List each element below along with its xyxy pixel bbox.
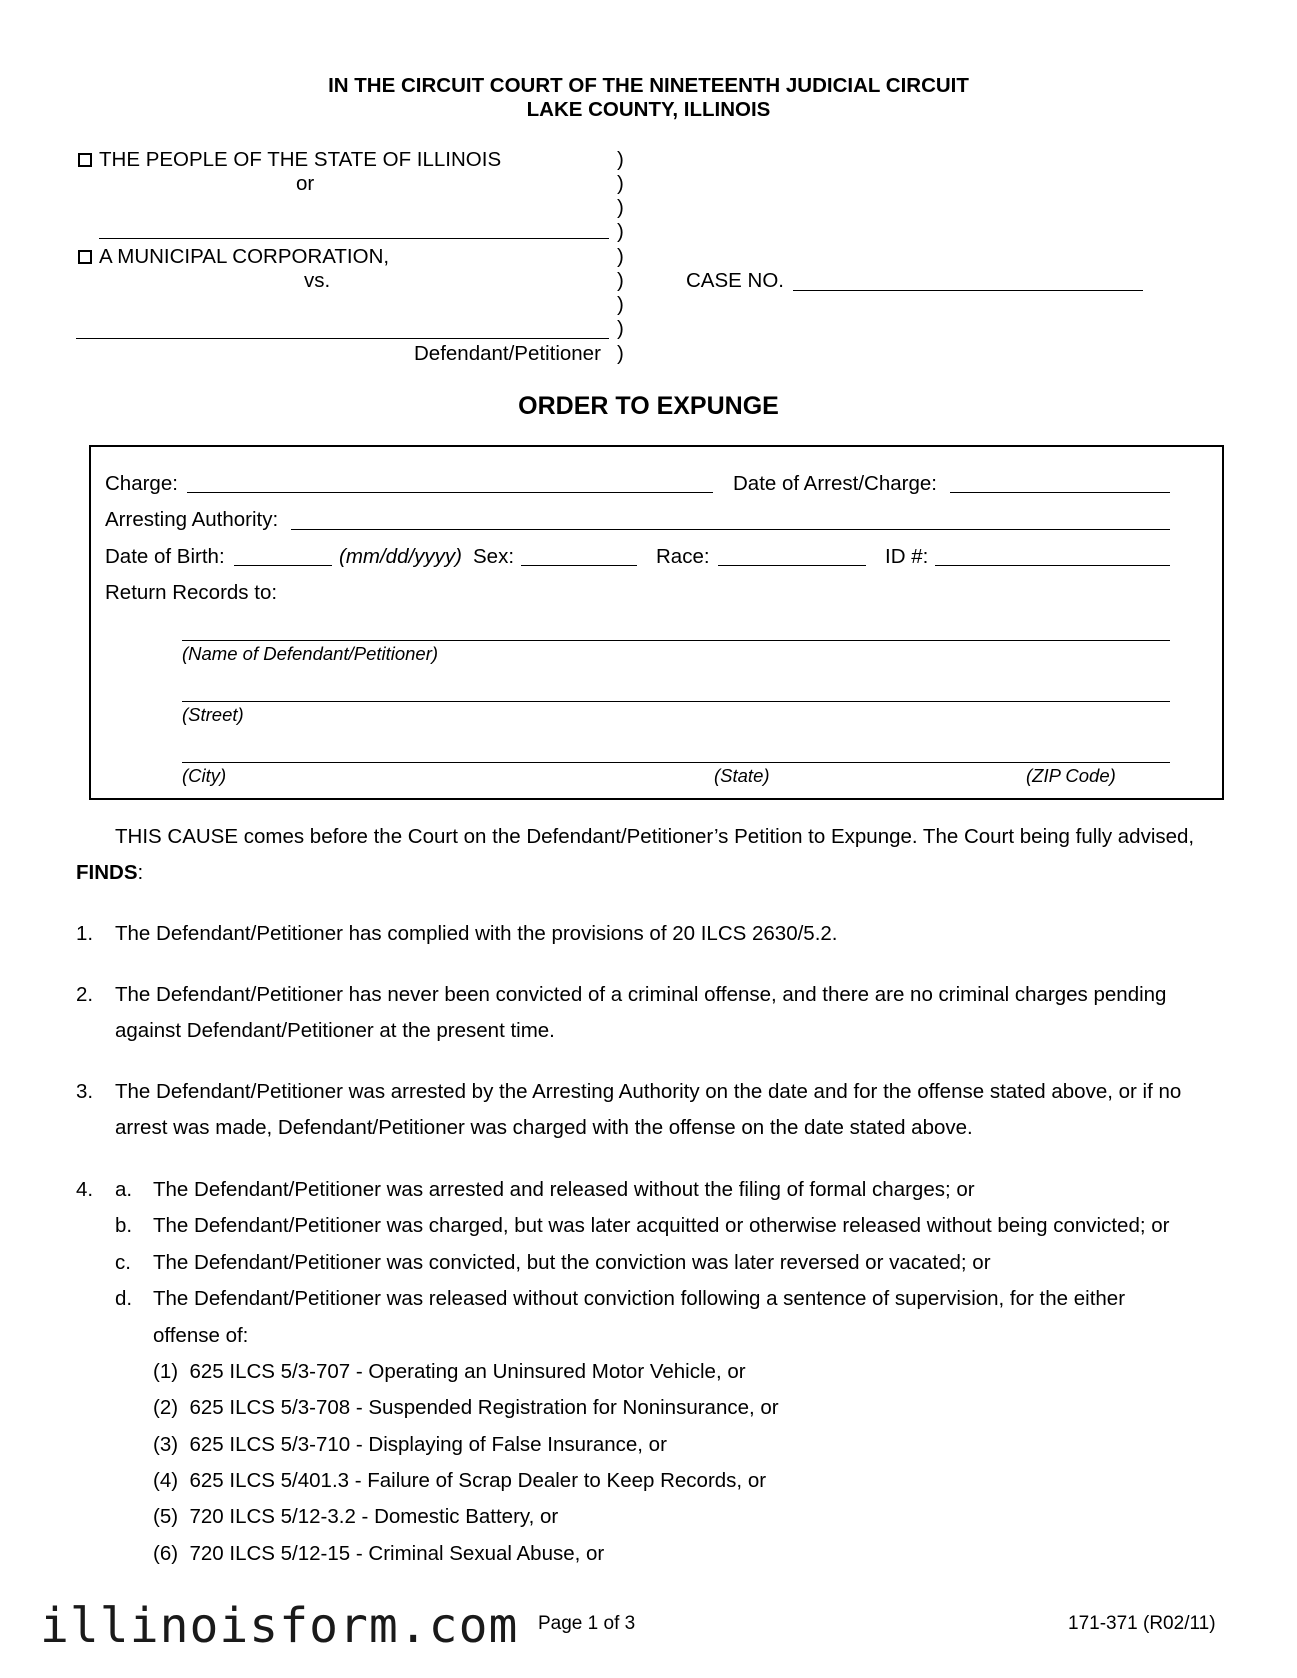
sub-item-text: The Defendant/Petitioner was released without conviction following a sentence of supervision, for the either bbox=[153, 1287, 1126, 1310]
caption-paren: ) bbox=[617, 342, 624, 365]
offense-text: 625 ILCS 5/3-710 - Displaying of False Insurance, or bbox=[189, 1433, 667, 1456]
offense-item bbox=[153, 1542, 604, 1566]
court-name: IN THE CIRCUIT COURT OF THE NINETEENTH JUDICIAL CIRCUIT bbox=[328, 74, 969, 97]
offense-number: (4) bbox=[153, 1469, 179, 1492]
caption-paren: ) bbox=[617, 293, 624, 316]
return-records-label: Return Records to: bbox=[105, 581, 278, 604]
item-text: The Defendant/Petitioner has complied with the provisions of 20 ILCS 2630/5.2. bbox=[115, 922, 838, 945]
name-caption: (Name of Defendant/Petitioner) bbox=[182, 643, 439, 664]
case-no-label: CASE NO. bbox=[686, 269, 784, 292]
caption-paren: ) bbox=[617, 269, 624, 292]
form-number: 171-371 (R02/11) bbox=[1068, 1613, 1216, 1634]
sub-item-text: The Defendant/Petitioner was arrested and released without the filing of formal charges; or bbox=[153, 1178, 975, 1201]
caption-paren: ) bbox=[617, 220, 624, 243]
finds-heading bbox=[76, 861, 143, 885]
sub-item-letter: d. bbox=[115, 1287, 133, 1310]
offense-text: 625 ILCS 5/3-708 - Suspended Registration for Noninsurance, or bbox=[189, 1396, 779, 1419]
offense-text: 625 ILCS 5/3-707 - Operating an Uninsured Motor Vehicle, or bbox=[189, 1360, 746, 1383]
race-line[interactable] bbox=[718, 565, 866, 566]
city-state-zip-line[interactable] bbox=[182, 762, 1170, 763]
page-title: ORDER TO EXPUNGE bbox=[518, 392, 779, 420]
plaintiff-name-line[interactable] bbox=[99, 238, 609, 239]
sub-item-letter: b. bbox=[115, 1214, 133, 1237]
item-text: arrest was made, Defendant/Petitioner was charged with the offense on the date stated above. bbox=[115, 1116, 973, 1139]
state-caption: (State) bbox=[714, 765, 770, 786]
finds-word: FINDS bbox=[76, 861, 138, 884]
id-line[interactable] bbox=[935, 565, 1170, 566]
sub-item-text: The Defendant/Petitioner was convicted, but the conviction was later reversed or vacated; or bbox=[153, 1251, 991, 1274]
sex-label: Sex: bbox=[473, 545, 515, 568]
caption-paren: ) bbox=[617, 196, 624, 219]
caption-paren: ) bbox=[617, 148, 624, 171]
dob-label: Date of Birth: bbox=[105, 545, 225, 568]
case-no-line[interactable] bbox=[793, 290, 1143, 291]
offense-number: (1) bbox=[153, 1360, 179, 1383]
offense-item bbox=[153, 1469, 766, 1493]
charge-line[interactable] bbox=[187, 492, 713, 493]
id-label: ID #: bbox=[885, 545, 929, 568]
item-text: The Defendant/Petitioner has never been convicted of a criminal offense, and there are no criminal charges pending bbox=[115, 983, 1167, 1006]
page-number: Page 1 of 3 bbox=[538, 1613, 636, 1634]
caption-paren: ) bbox=[617, 172, 624, 195]
offense-item bbox=[153, 1433, 667, 1457]
offense-text: 720 ILCS 5/12-15 - Criminal Sexual Abuse, or bbox=[189, 1542, 605, 1565]
checkbox-icon[interactable] bbox=[78, 250, 92, 264]
date-of-arrest-label: Date of Arrest/Charge: bbox=[733, 472, 937, 495]
caption-paren: ) bbox=[617, 317, 624, 340]
sex-line[interactable] bbox=[521, 565, 637, 566]
sub-item-letter: a. bbox=[115, 1178, 133, 1201]
watermark-logo: illinoisform.com bbox=[40, 1598, 519, 1654]
name-line[interactable] bbox=[182, 640, 1170, 641]
item-number: 4. bbox=[76, 1178, 94, 1201]
arresting-authority-label: Arresting Authority: bbox=[105, 508, 279, 531]
item-text: against Defendant/Petitioner at the present time. bbox=[115, 1019, 555, 1042]
offense-item bbox=[153, 1360, 746, 1384]
people-option-label: THE PEOPLE OF THE STATE OF ILLINOIS bbox=[99, 148, 502, 171]
finds-colon: : bbox=[137, 861, 144, 884]
street-caption: (Street) bbox=[182, 704, 244, 725]
offense-number: (5) bbox=[153, 1505, 179, 1528]
street-line[interactable] bbox=[182, 701, 1170, 702]
defendant-label: Defendant/Petitioner bbox=[414, 342, 601, 365]
city-caption: (City) bbox=[182, 765, 227, 786]
item-number: 2. bbox=[76, 983, 94, 1006]
offense-text: 625 ILCS 5/401.3 - Failure of Scrap Dealer to Keep Records, or bbox=[189, 1469, 767, 1492]
race-label: Race: bbox=[656, 545, 710, 568]
arresting-authority-line[interactable] bbox=[291, 529, 1170, 530]
charge-label: Charge: bbox=[105, 472, 178, 495]
zip-caption: (ZIP Code) bbox=[1026, 765, 1116, 786]
sub-item-text: offense of: bbox=[153, 1324, 249, 1347]
or-text: or bbox=[296, 172, 315, 195]
sub-item-letter: c. bbox=[115, 1251, 131, 1274]
people-option[interactable] bbox=[78, 148, 501, 172]
dob-format: (mm/dd/yyyy) bbox=[339, 545, 462, 568]
dob-line[interactable] bbox=[234, 565, 332, 566]
offense-number: (2) bbox=[153, 1396, 179, 1419]
offense-number: (3) bbox=[153, 1433, 179, 1456]
info-box bbox=[89, 445, 1224, 800]
offense-number: (6) bbox=[153, 1542, 179, 1565]
offense-item bbox=[153, 1396, 779, 1420]
county-name: LAKE COUNTY, ILLINOIS bbox=[526, 98, 771, 121]
caption-paren: ) bbox=[617, 245, 624, 268]
offense-text: 720 ILCS 5/12-3.2 - Domestic Battery, or bbox=[189, 1505, 559, 1528]
date-of-arrest-line[interactable] bbox=[950, 492, 1170, 493]
offense-item bbox=[153, 1505, 558, 1529]
item-text: The Defendant/Petitioner was arrested by the Arresting Authority on the date and for the offense stated above, or if no bbox=[115, 1080, 1182, 1103]
intro-paragraph: THIS CAUSE comes before the Court on the Defendant/Petitioner’s Petition to Expunge. The Court being fully advised, bbox=[115, 825, 1195, 848]
defendant-name-line[interactable] bbox=[76, 338, 609, 339]
sub-item-text: The Defendant/Petitioner was charged, but was later acquitted or otherwise released without being convicted; or bbox=[153, 1214, 1170, 1237]
item-number: 1. bbox=[76, 922, 94, 945]
municipal-option-label: A MUNICIPAL CORPORATION, bbox=[99, 245, 390, 268]
checkbox-icon[interactable] bbox=[78, 153, 92, 167]
vs-text: vs. bbox=[304, 269, 331, 292]
municipal-option[interactable] bbox=[78, 245, 389, 269]
item-number: 3. bbox=[76, 1080, 94, 1103]
